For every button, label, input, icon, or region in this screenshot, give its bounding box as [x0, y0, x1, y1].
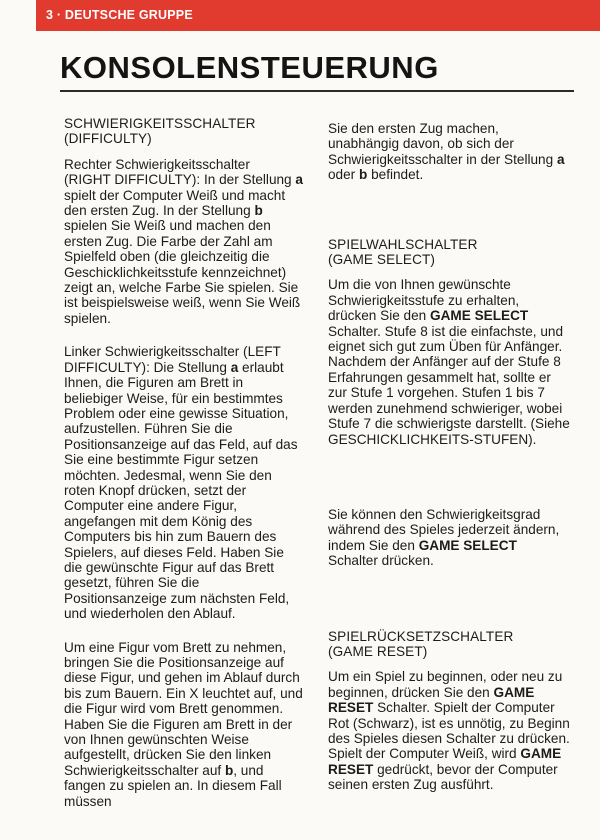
- game-select-heading-line1: SPIELWAHLSCHALTER: [328, 236, 478, 252]
- difficulty-heading: [64, 116, 304, 147]
- right-difficulty-paragraph: [64, 157, 304, 326]
- game-reset-switch-name: GAME RESET: [328, 684, 535, 716]
- right-difficulty-heading-line2: (RIGHT DIFFICULTY): [64, 172, 197, 188]
- remove-piece-text-1: Um eine Figur vom Brett zu nehmen, bringen Sie die Positionsanzeige auf diese Figur, und gehen im Ablauf durch bis zum Bauern. Ein X leuchtet auf, und die Figur wird vom Brett genommen. Haben Sie die Figuren am Brett in der von Ihnen gewünschten Weise aufgestellt, drücken Sie den linken Schwierigkeitsschalter auf: [64, 639, 303, 778]
- section-tab: [36, 0, 600, 31]
- game-select-paragraph: [328, 277, 570, 446]
- position-a-label: a: [295, 172, 303, 188]
- continuation-paragraph: [328, 121, 570, 183]
- page-title: KONSOLENSTEUERUNG: [60, 50, 439, 85]
- right-difficulty-heading-line1: Rechter Schwierigkeitsschalter: [64, 156, 250, 172]
- game-reset-heading: [328, 629, 570, 660]
- game-select-switch-name: GAME SELECT: [418, 537, 517, 553]
- right-difficulty-text-1: : In der Stellung: [196, 172, 296, 188]
- continuation-text-3: befindet.: [367, 167, 424, 183]
- left-difficulty-paragraph: [64, 344, 304, 621]
- change-difficulty-paragraph: [328, 507, 570, 569]
- change-difficulty-text-2: Schalter drücken.: [328, 553, 434, 569]
- right-difficulty-text-3: spielen Sie Weiß und machen den ersten Zug. Die Farbe der Zahl am Spielfeld oben (die gleichzeitig die Geschicklichkeitsstufe kennzeichnet) zeigt an, welche Farbe Sie spielen. Sie ist beispielsweise weiß, wenn Sie Weiß spielen.: [64, 218, 301, 326]
- game-reset-heading-line1: SPIELRÜCKSETZSCHALTER: [328, 628, 514, 644]
- left-difficulty-text-1: : Die Stellung: [146, 359, 231, 375]
- right-difficulty-text-2: spielt der Computer Weiß und macht den ersten Zug. In der Stellung: [64, 187, 286, 219]
- game-reset-text-3: gedrückt, bevor der Computer seinen ersten Zug ausführt.: [328, 761, 558, 793]
- game-select-text-1: Um die von Ihnen gewünschte Schwierigkeitsstufe zu erhalten, drücken Sie den: [328, 277, 520, 324]
- left-column: [64, 116, 304, 809]
- right-column: [328, 121, 570, 793]
- position-a-label: a: [556, 151, 565, 167]
- left-difficulty-heading-line2: DIFFICULTY): [64, 359, 147, 375]
- position-b-label: b: [358, 167, 368, 183]
- continuation-text-2: oder: [328, 167, 359, 183]
- game-reset-paragraph: [328, 669, 570, 792]
- game-reset-text-1: Um ein Spiel zu beginnen, oder neu zu beginnen, drücken Sie den: [328, 669, 563, 700]
- game-select-text-2: Schalter. Stufe 8 ist die einfachste, und eignet sich gut zum Üben für Anfänger. Nachdem der Anfänger auf der Stufe 8 Erfahrungen gesammelt hat, sollte er zur Stufe 1 vorgehen. Stufen 1 bis 7 werden zunehmend schwieriger, wobei Stufe 7 die schwierigste darstellt. (Siehe GESCHICKLICHKEITS-STUFEN).: [328, 323, 570, 447]
- title-rule: [60, 90, 574, 92]
- left-difficulty-text-2: erlaubt Ihnen, die Figuren am Brett in beliebiger Weise, für ein bestimmtes Problem oder eine gewisse Situation, aufzustellen. Führen Sie die Positionsanzeige auf das Feld, auf das Sie eine bestimmte Figur setzen möchten. Jedesmal, wenn Sie den roten Knopf drücken, setzt der Computer eine andere Figur, angefangen mit dem König des Computers bis hin zum Bauern des Spielers, auf dieses Feld. Haben Sie die gewünschte Figur auf das Brett gesetzt, führen Sie die Positionsanzeige zum nächsten Feld, und wiederholen den Ablauf.: [64, 359, 298, 622]
- position-b-label: b: [254, 203, 263, 219]
- game-reset-heading-line2: (GAME RESET): [328, 643, 428, 659]
- position-b-label: b: [224, 762, 234, 778]
- remove-piece-text-2: , und fangen zu spielen an. In diesem Fall müssen: [64, 762, 282, 809]
- difficulty-heading-line1: SCHWIERIGKEITSSCHALTER: [64, 116, 256, 131]
- game-select-switch-name: GAME SELECT: [430, 308, 529, 324]
- change-difficulty-text-1: Sie können den Schwierigkeitsgrad während des Spieles jederzeit ändern, indem Sie den: [328, 506, 560, 553]
- game-select-heading: [328, 237, 570, 268]
- game-select-heading-line2: (GAME SELECT): [328, 252, 436, 268]
- position-a-label: a: [230, 359, 239, 375]
- left-difficulty-heading-line1: Linker Schwierigkeitsschalter (LEFT: [64, 344, 281, 360]
- game-reset-text-2: Schalter. Spielt der Computer Rot (Schwarz), ist es unnötig, zu Beginn des Spieles diesen Schalter zu drücken. Spielt der Computer Weiß, wird: [328, 700, 570, 762]
- section-tab-label: 3 · DEUTSCHE GRUPPE: [46, 8, 193, 22]
- difficulty-heading-line2: (DIFFICULTY): [64, 131, 152, 147]
- continuation-text-1: Sie den ersten Zug machen, unabhängig davon, ob sich der Schwierigkeitsschalter in der Stellung: [328, 121, 557, 167]
- game-reset-switch-name: GAME RESET: [328, 746, 562, 777]
- remove-piece-paragraph: [64, 640, 304, 809]
